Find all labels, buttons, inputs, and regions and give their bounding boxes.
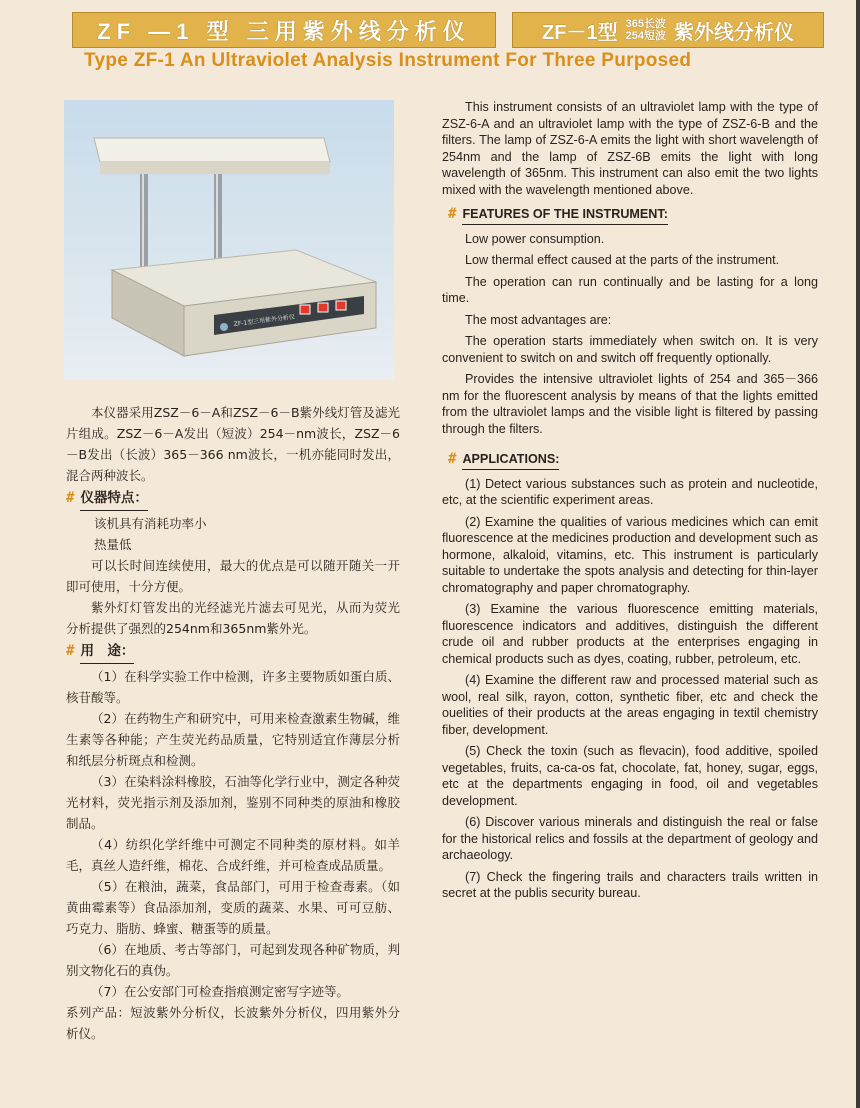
model-prefix: ZF－1型 bbox=[542, 21, 618, 44]
cn-uses-heading bbox=[66, 641, 400, 664]
chinese-column bbox=[66, 402, 400, 1044]
cn-feature-item: 热量低 bbox=[94, 537, 132, 552]
en-feature-item: Low power consumption. bbox=[465, 231, 605, 246]
page-edge bbox=[856, 0, 860, 1108]
section-mark-icon: # bbox=[66, 643, 75, 659]
en-application-item: (3) Examine the various fluorescence emitting materials, fluorescence indicators and additives, distinguish the different crude oil and rubber products at the enterprises engaging in chemical products such as dyes, coating, rubber, petroleum, etc. bbox=[442, 602, 818, 666]
cn-intro: 本仪器采用ZSZ－6－A和ZSZ－6－B紫外线灯管及滤光片组成。ZSZ－6－A发出（短波）254－nm波长，ZSZ－6－B发出（长波）365－366 nm波长，一机亦能同时发出，混合两种波长。 bbox=[66, 405, 400, 483]
english-column bbox=[442, 99, 818, 907]
uv-analyzer-illustration bbox=[64, 100, 394, 380]
en-feature-item: Low thermal effect caused at the parts of the instrument. bbox=[465, 253, 780, 267]
cn-feature-item: 该机具有消耗功率小 bbox=[94, 516, 207, 531]
wavelength-long: 365长波 bbox=[625, 18, 666, 30]
switch-2-icon bbox=[318, 303, 328, 312]
en-applications-heading-text: APPLICATIONS: bbox=[462, 451, 559, 470]
en-application-item: (5) Check the toxin (such as flevacin), food additive, spoiled vegetables, fruits, ca-ca-os fat, chocolate, fat, honey, sugar, eggs, etc at the departments engaging in food, oil and vegetables development. bbox=[442, 744, 818, 808]
en-features-heading bbox=[448, 206, 818, 225]
wavelength-stack bbox=[626, 18, 666, 42]
cn-feature-item: 可以长时间连续使用，最大的优点是可以随开随关一开即可使用，十分方便。 bbox=[66, 558, 400, 594]
cn-features-heading bbox=[66, 488, 400, 511]
cn-features-heading-text: 仪器特点： bbox=[80, 488, 148, 511]
wavelength-short: 254短波 bbox=[625, 30, 666, 42]
brand-logo-icon bbox=[220, 323, 228, 331]
cn-use-item: （5）在粮油，蔬菜，食品部门，可用于检查毒素。（如黄曲霉素等）食品添加剂，变质的蔬菜、水果、可可豆舫、巧克力、脂肪、蜂蜜、糖蛋等的质量。 bbox=[66, 879, 400, 936]
chinese-title-band bbox=[72, 12, 496, 48]
cn-use-item: （3）在染料涂料橡胶，石油等化学行业中，测定各种荧光材料，荧光指示剂及添加剂，鉴别不同种类的原油和橡胶制品。 bbox=[66, 774, 400, 831]
english-title: Type ZF-1 An Ultraviolet Analysis Instrument For Three Purposed bbox=[84, 50, 692, 71]
section-mark-icon: # bbox=[448, 206, 457, 222]
en-features-heading-text: FEATURES OF THE INSTRUMENT: bbox=[462, 206, 667, 225]
switch-3-icon bbox=[336, 301, 346, 310]
section-mark-icon: # bbox=[66, 490, 75, 506]
front-panel-label: ZF-1型三用紫外分析仪 bbox=[233, 313, 296, 328]
en-applications-heading bbox=[448, 451, 818, 470]
cn-feature-item: 紫外灯灯管发出的光经滤光片滤去可见光，从而为荧光分析提供了强烈的254nm和365nm紫外光。 bbox=[66, 600, 400, 636]
product-photo bbox=[64, 100, 394, 380]
en-feature-item: The most advantages are: bbox=[465, 312, 612, 327]
cn-use-item: （7）在公安部门可检查指痕测定密写字迹等。 bbox=[91, 984, 349, 999]
section-mark-icon: # bbox=[448, 451, 457, 467]
chinese-title: ZF —1 型 三用紫外线分析仪 bbox=[97, 18, 471, 44]
cn-use-item: （4）纺织化学纤维中可测定不同种类的原材料。如羊毛，真丝人造纤维，棉花、合成纤维，并可检查成品质量。 bbox=[66, 837, 400, 873]
cn-series-products: 系列产品：短波紫外分析仪，长波紫外分析仪，四用紫外分析仪。 bbox=[66, 1005, 400, 1041]
en-application-item: (4) Examine the different raw and processed material such as wool, real silk, rayon, cotton, synthetic fiber, etc and check the ouelities of their products at the areas engaging in textil chemistry fiber, development. bbox=[442, 673, 818, 737]
cn-use-item: （6）在地质、考古等部门，可起到发现各种矿物质，判别文物化石的真伪。 bbox=[66, 942, 400, 978]
model-title-band bbox=[512, 12, 824, 48]
model-suffix: 紫外线分析仪 bbox=[673, 21, 794, 44]
en-feature-item: Provides the intensive ultraviolet lights of 254 and 365－366 nm for the fluorescent analysis by means of that the lights emitted from the ultraviolet lamps and the visible light is filtered by passing through the filters. bbox=[442, 372, 818, 436]
cn-use-item: （1）在科学实验工作中检测，许多主要物质如蛋白质、核苷酸等。 bbox=[66, 669, 400, 705]
switch-1-icon bbox=[300, 305, 310, 314]
cn-use-item: （2）在药物生产和研究中，可用来检查激素生物碱，维生素等各种能；产生荧光药品质量，它特别适宜作薄层分析和纸层分析斑点和检测。 bbox=[66, 711, 400, 768]
en-application-item: (6) Discover various minerals and distinguish the real or false for the historical relics and fossils at the department of geology and archaeology. bbox=[442, 815, 818, 862]
cn-uses-heading-text: 用 途： bbox=[80, 641, 134, 664]
en-intro: This instrument consists of an ultraviolet lamp with the type of ZSZ-6-A and an ultraviolet lamp with the type of ZSZ-6-B and the filters. The lamp of ZSZ-6-A emits the light with short wavelength of 254nm and the lamp of ZSZ-6B emits the light with long wavelength of 365nm. This instrument can also emit the two lights mixed with the wavelength mentioned above. bbox=[442, 100, 818, 197]
en-feature-item: The operation can run continually and be lasting for a long time. bbox=[442, 274, 818, 305]
en-application-item: (2) Examine the qualities of various medicines which can emit fluorescence at the medicines production and development such as hormone, alkaloid, vitamins, etc. This instrument is particularly suitable to undertake the spots analysis and detecting for thin-layer chromatography and paper chromatography. bbox=[442, 514, 818, 595]
en-application-item: (7) Check the fingering trails and characters trails written in secret at the publis security bureau. bbox=[442, 869, 818, 900]
en-feature-item: The operation starts immediately when switch on. It is very convenient to switch on and switch off frequently optionally. bbox=[442, 334, 818, 365]
en-application-item: (1) Detect various substances such as protein and nucleotide, etc, at the scientific experiment areas. bbox=[442, 476, 818, 507]
